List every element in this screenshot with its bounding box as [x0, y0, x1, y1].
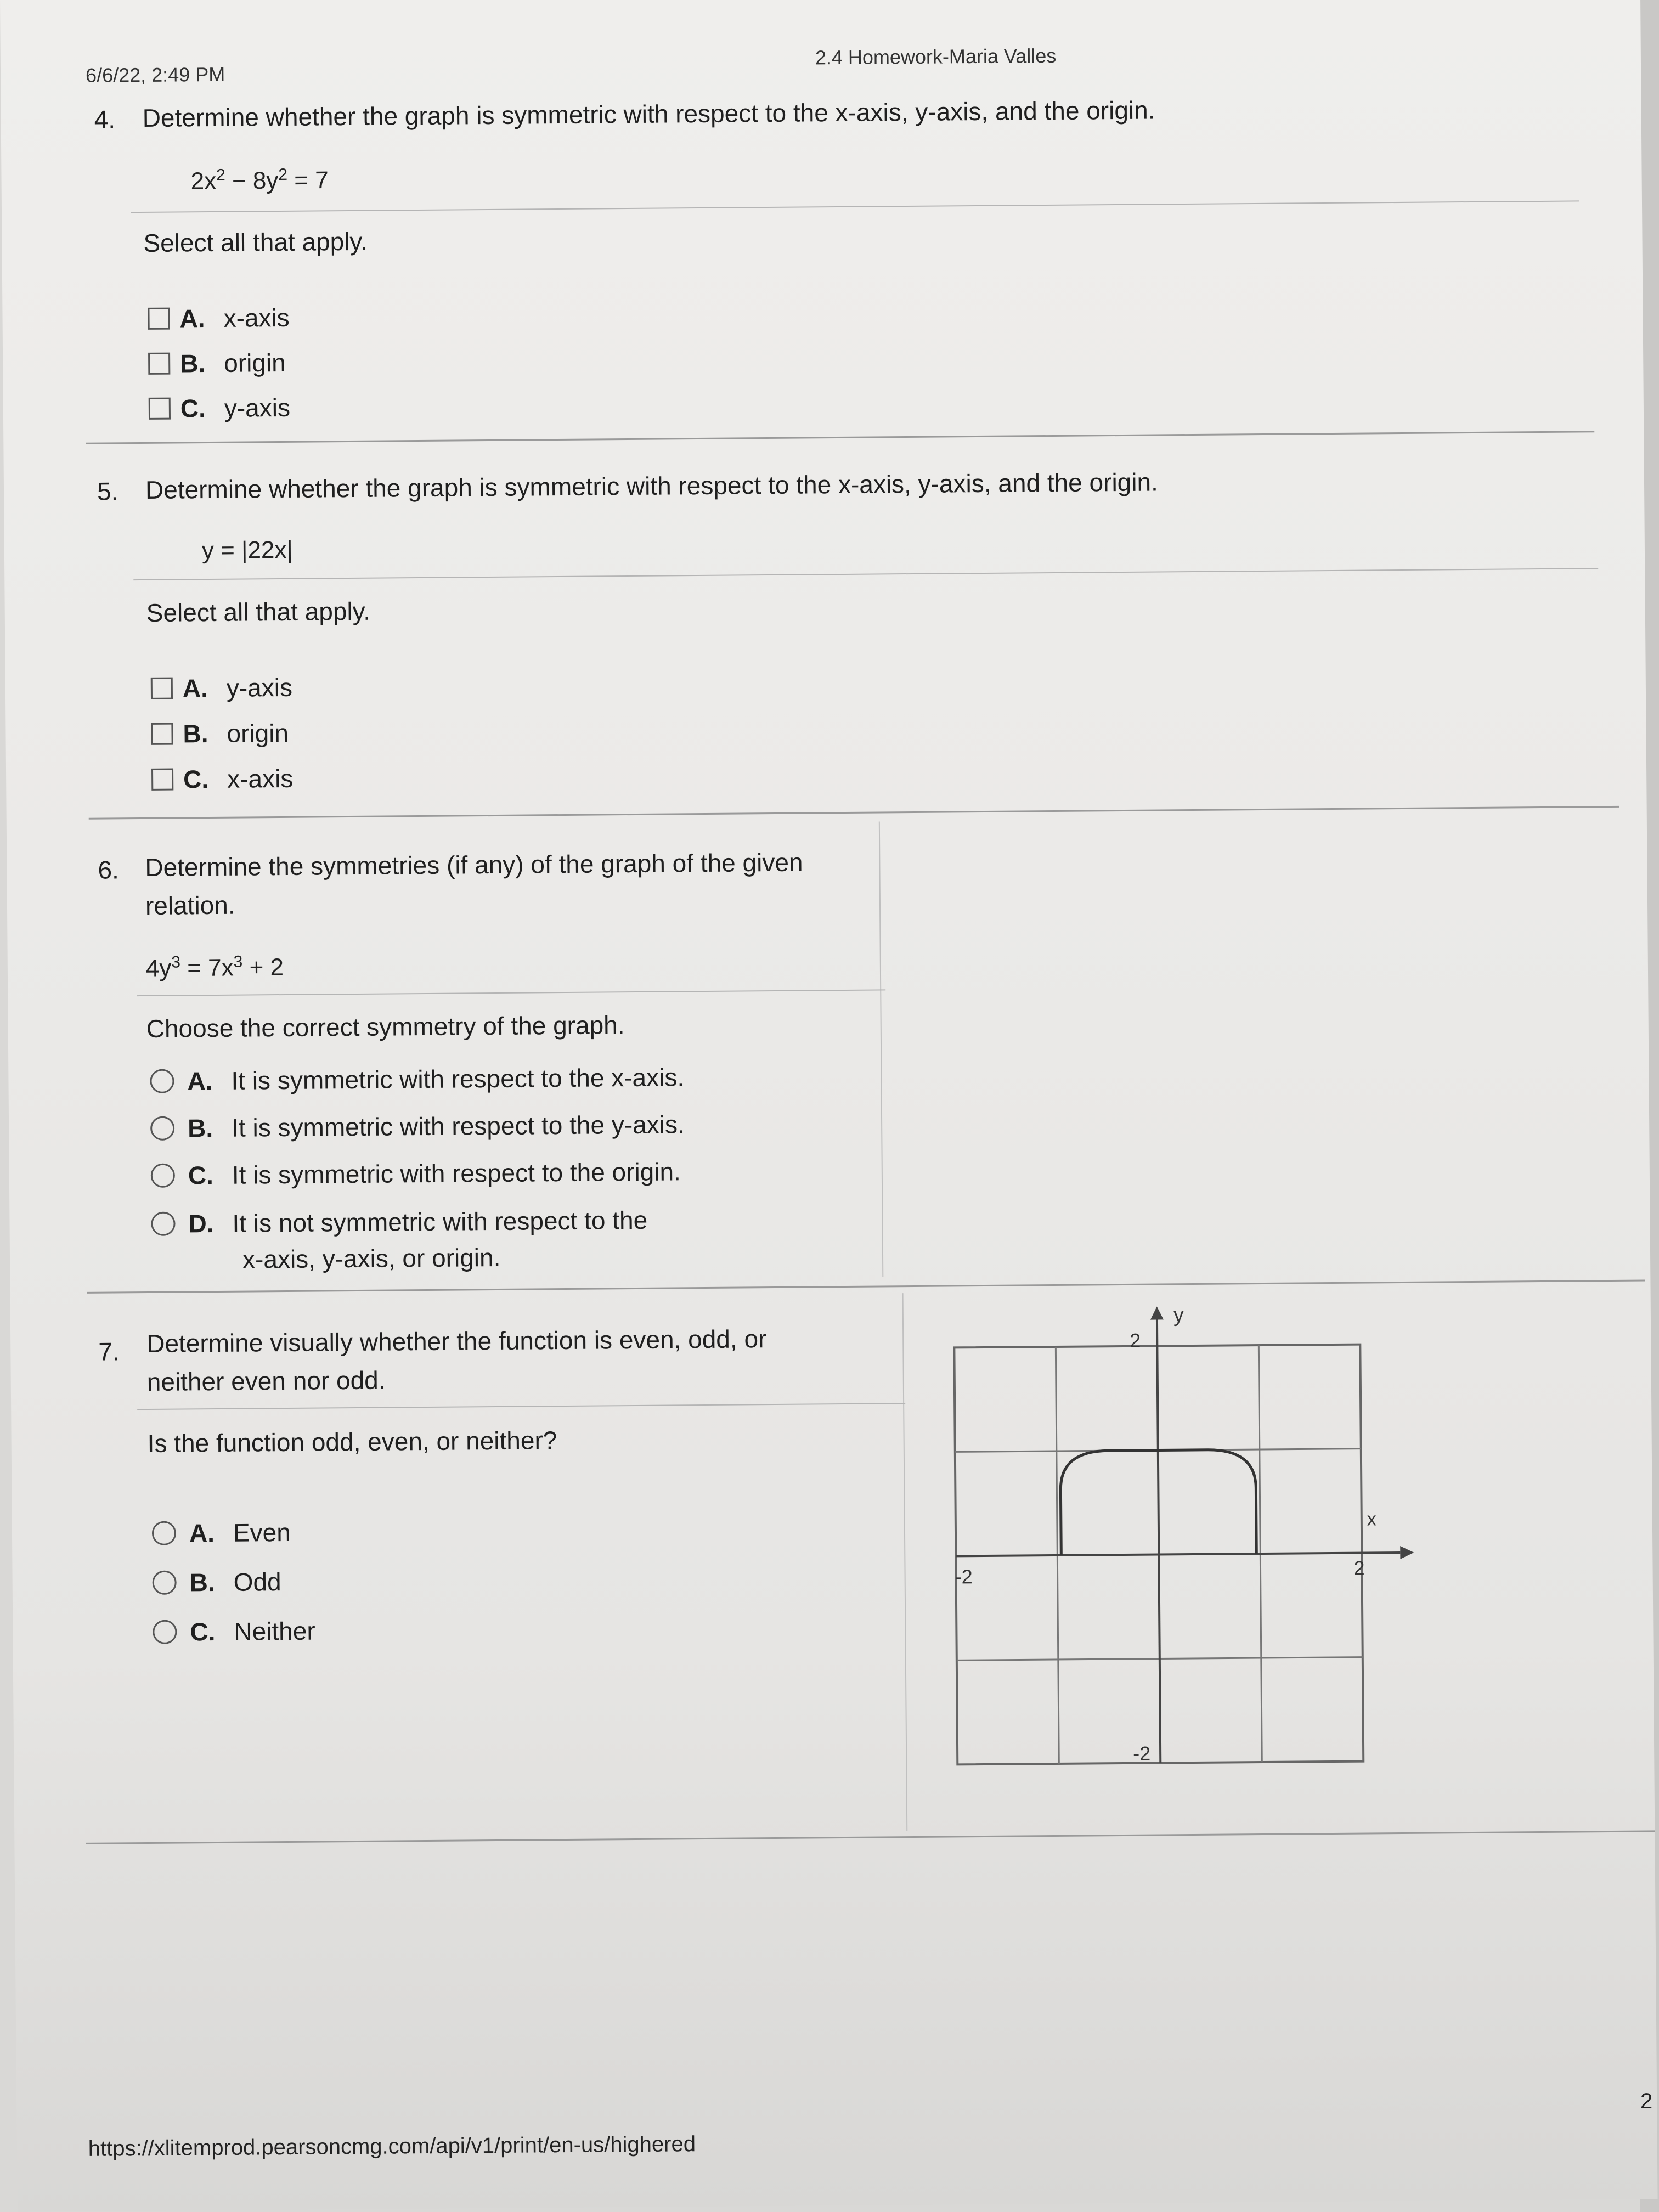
- question-5-number: 5.: [97, 477, 119, 506]
- print-datetime: 6/6/22, 2:49 PM: [85, 63, 225, 87]
- tick-label-left: -2: [955, 1565, 973, 1588]
- tick-label-top: 2: [1130, 1329, 1141, 1352]
- checkbox[interactable]: [151, 678, 173, 699]
- question-7-column-rule: [902, 1293, 908, 1831]
- radio-button[interactable]: [151, 1212, 175, 1236]
- x-axis-arrow: [1400, 1546, 1414, 1559]
- tick-label-bottom: -2: [1133, 1742, 1151, 1765]
- question-5-option-b[interactable]: B. origin: [151, 718, 289, 749]
- checkbox[interactable]: [151, 723, 173, 745]
- radio-button[interactable]: [153, 1620, 177, 1644]
- question-5-instruction: Select all that apply.: [146, 596, 371, 627]
- page-number-fragment: 2: [1640, 2089, 1653, 2113]
- question-7-prompt-line1: Determine visually whether the function is even, odd, or: [146, 1324, 767, 1358]
- tick-label-right: 2: [1353, 1556, 1365, 1579]
- question-6-instruction: Choose the correct symmetry of the graph.: [146, 1011, 625, 1043]
- question-6-prompt-line2: relation.: [145, 890, 235, 920]
- checkbox[interactable]: [149, 398, 171, 420]
- question-6-option-a[interactable]: A. It is symmetric with respect to the x-axis.: [150, 1062, 684, 1096]
- question-7-option-a[interactable]: A. Even: [152, 1517, 291, 1548]
- question-4-prompt: Determine whether the graph is symmetric with respect to the x-axis, y-axis, and the origin.: [142, 95, 1155, 132]
- radio-button[interactable]: [152, 1571, 176, 1595]
- radio-button[interactable]: [150, 1116, 174, 1141]
- question-6-option-b[interactable]: B. It is symmetric with respect to the y-axis.: [150, 1109, 685, 1143]
- question-6-equation: $4y^3 = 7x^3 + 2$: [145, 952, 284, 982]
- question-7-option-c[interactable]: C. Neither: [153, 1616, 315, 1647]
- x-axis: [956, 1553, 1400, 1556]
- radio-button[interactable]: [150, 1069, 174, 1093]
- radio-button[interactable]: [152, 1521, 176, 1545]
- question-5-divider: [89, 806, 1620, 820]
- checkbox[interactable]: [151, 769, 173, 791]
- question-7-prompt-line2: neither even nor odd.: [146, 1365, 386, 1396]
- question-4-divider: [86, 431, 1594, 444]
- question-4-equation-rule: [131, 200, 1579, 213]
- footer-url: https://xlitemprod.pearsoncmg.com/api/v1/print/en-us/highered: [88, 2132, 696, 2161]
- question-5-option-a[interactable]: A. y-axis: [151, 673, 293, 703]
- question-4-equation: $2x^2 - 8y^2 = 7$: [190, 165, 329, 195]
- question-6-equation-rule: [137, 989, 885, 996]
- radio-button[interactable]: [151, 1164, 175, 1188]
- question-6-number: 6.: [98, 855, 120, 884]
- question-6-option-c[interactable]: C. It is symmetric with respect to the origin.: [151, 1156, 681, 1190]
- function-graph: [943, 1300, 1424, 1781]
- question-7-divider: [86, 1830, 1655, 1844]
- question-7-option-b[interactable]: B. Odd: [152, 1567, 281, 1598]
- question-6-divider: [87, 1280, 1645, 1294]
- question-6-option-d-continued: x-axis, y-axis, or origin.: [242, 1243, 501, 1274]
- question-5-equation-rule: [133, 568, 1598, 580]
- assignment-title: 2.4 Homework-Maria Valles: [815, 44, 1057, 69]
- question-5-equation: y = |22x|: [201, 536, 294, 565]
- question-4-option-c[interactable]: C. y-axis: [149, 393, 291, 424]
- question-4-instruction: Select all that apply.: [143, 227, 368, 257]
- question-5-prompt: Determine whether the graph is symmetric with respect to the x-axis, y-axis, and the origin.: [145, 467, 1159, 504]
- question-4-option-a[interactable]: A. x-axis: [148, 303, 290, 334]
- question-7-number: 7.: [98, 1337, 120, 1366]
- question-4-option-b[interactable]: B. origin: [148, 348, 286, 379]
- question-6-column-rule: [879, 821, 884, 1277]
- question-4-number: 4.: [94, 105, 116, 134]
- x-axis-label: x: [1367, 1509, 1376, 1530]
- y-axis-label: y: [1173, 1304, 1184, 1327]
- checkbox[interactable]: [148, 353, 170, 375]
- y-axis: [1157, 1319, 1160, 1763]
- question-7-prompt-rule: [137, 1403, 905, 1410]
- question-6-prompt-line1: Determine the symmetries (if any) of the graph of the given: [145, 848, 803, 882]
- checkbox[interactable]: [148, 308, 170, 330]
- y-axis-arrow: [1150, 1306, 1164, 1319]
- question-5-option-c[interactable]: C. x-axis: [151, 764, 294, 794]
- question-7-instruction: Is the function odd, even, or neither?: [147, 1426, 557, 1458]
- question-6-option-d[interactable]: D. It is not symmetric with respect to the: [151, 1205, 647, 1239]
